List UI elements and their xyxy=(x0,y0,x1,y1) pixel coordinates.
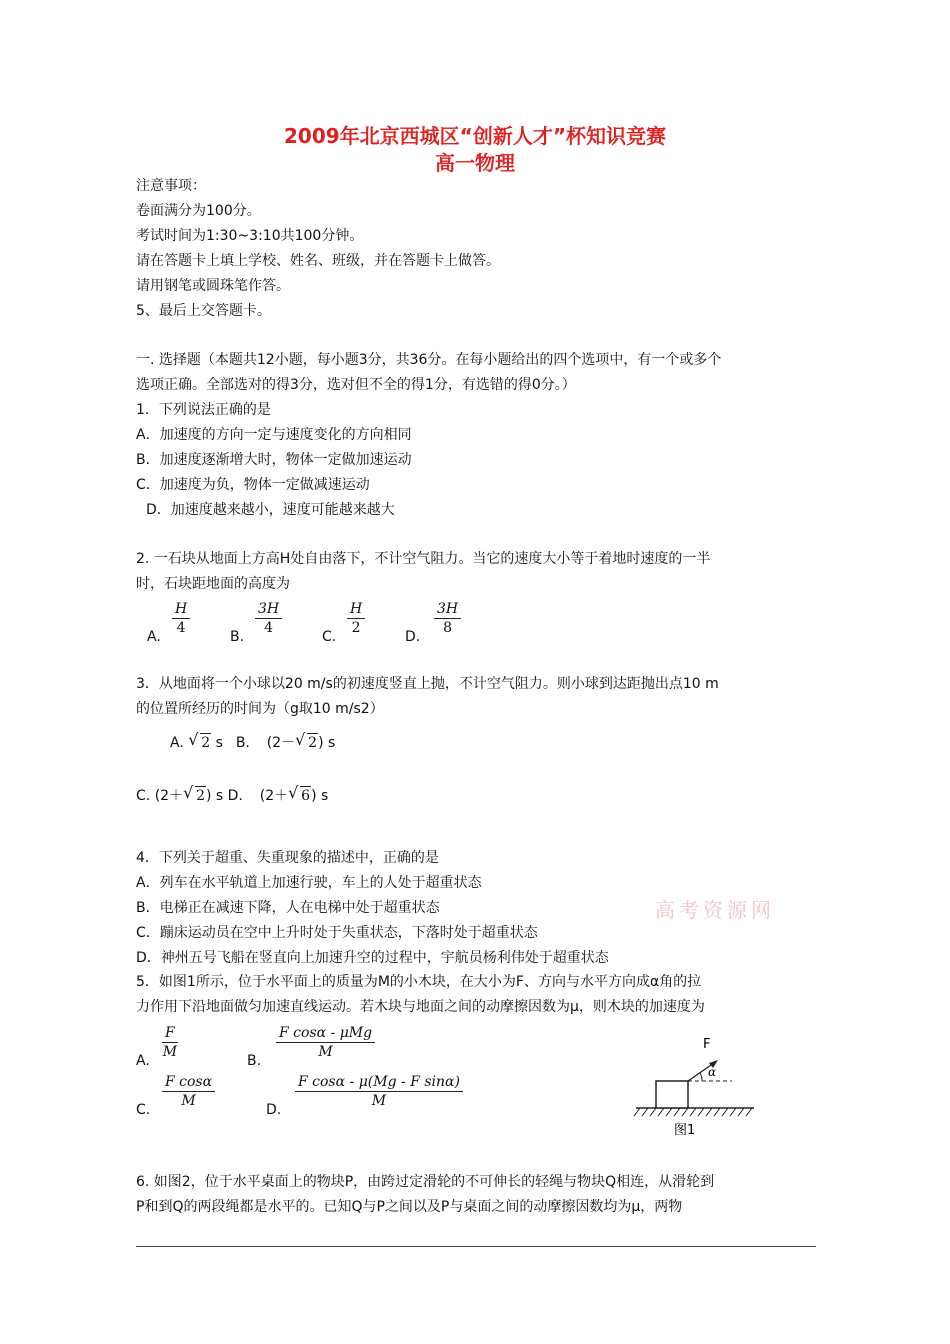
sqrt-radical: √ 2 xyxy=(188,730,211,751)
notice-item: 请在答题卡上填上学校、姓名、班级，并在答题卡上做答。 xyxy=(136,253,500,269)
q2-option-a-fraction xyxy=(172,600,190,637)
fraction-denominator: M xyxy=(181,1093,196,1109)
q3-option-d-label: D. xyxy=(227,788,243,804)
q3-stem: 的位置所经历的时间为（g取10 m/s2） xyxy=(136,701,384,717)
q5-stem: 力作用下沿地面做匀加速直线运动。若木块与地面之间的动摩擦因数为μ，则木块的加速度为 xyxy=(136,999,705,1015)
q3-options-ab xyxy=(170,730,336,752)
q2-option-d-fraction xyxy=(434,600,461,637)
exam-title-line2: 高一物理 xyxy=(435,151,515,175)
q3-option-a-label: A. xyxy=(170,735,184,751)
q3-option-c-post: ) s xyxy=(205,788,224,804)
q5-stem: 5．如图1所示，位于水平面上的质量为M的小木块，在大小为F、方向与水平方向成α角的拉 xyxy=(136,974,702,990)
q3-options-cd xyxy=(136,783,329,805)
fraction-numerator: H xyxy=(172,600,190,619)
fraction-numerator: 3H xyxy=(434,600,461,619)
section-intro: 选项正确。全部选对的得3分，选对但不全的得1分，有选错的得0分。） xyxy=(136,377,576,393)
wooden-block xyxy=(656,1081,688,1108)
q5-option-b-fraction xyxy=(276,1024,375,1061)
q3-option-b-post: ) s xyxy=(318,735,336,751)
q5-option-a-fraction xyxy=(162,1024,178,1061)
q2-option-d-label: D. xyxy=(405,629,421,645)
q5-option-c-label: C. xyxy=(136,1102,151,1118)
q2-option-c-label: C. xyxy=(322,629,337,645)
fraction-numerator: F xyxy=(162,1024,178,1043)
q2-stem: 时，石块距地面的高度为 xyxy=(136,576,290,592)
fraction-numerator: F cosα - μMg xyxy=(276,1024,375,1043)
page-divider xyxy=(136,1246,816,1247)
q3-option-b-pre: (2－ xyxy=(266,735,296,751)
notice-item: 请用钢笔或圆珠笔作答。 xyxy=(136,278,290,294)
fraction-numerator: H xyxy=(347,600,365,619)
q6-stem: P和到Q的两段绳都是水平的。已知Q与P之间以及P与桌面之间的动摩擦因数均为μ，两物 xyxy=(136,1199,683,1215)
fraction-denominator: 4 xyxy=(264,620,274,636)
fraction-denominator: 4 xyxy=(176,620,186,636)
q3-option-c-pre: (2＋ xyxy=(154,788,184,804)
fraction-numerator: F cosα - μ(Mg - F sinα) xyxy=(295,1073,463,1092)
angle-label: α xyxy=(708,1065,717,1079)
fraction-denominator: 2 xyxy=(351,620,361,636)
notice-item: 卷面满分为100分。 xyxy=(136,203,261,219)
notice-item: 5、最后上交答题卡。 xyxy=(136,303,271,319)
q3-option-d-post: ) s xyxy=(311,788,329,804)
q1-option-a: A．加速度的方向一定与速度变化的方向相同 xyxy=(136,427,412,443)
q3-option-c-label: C. xyxy=(136,788,151,804)
q4-option-d: D．神州五号飞船在竖直向上加速升空的过程中，宇航员杨利伟处于超重状态 xyxy=(136,950,609,966)
notice-item: 考试时间为1:30~3:10共100分钟。 xyxy=(136,228,364,244)
figure-1-diagram xyxy=(630,1030,760,1140)
ground-hatching xyxy=(634,1108,752,1116)
q4-option-c: C．蹦床运动员在空中上升时处于失重状态，下落时处于超重状态 xyxy=(136,925,538,941)
q4-option-b: B．电梯正在减速下降，人在电梯中处于超重状态 xyxy=(136,900,440,916)
q1-option-b: B．加速度逐渐增大时，物体一定做加速运动 xyxy=(136,452,412,468)
q5-option-a-label: A. xyxy=(136,1053,150,1069)
force-label: F xyxy=(703,1037,711,1052)
q2-option-a-label: A. xyxy=(147,629,161,645)
q3-option-a-unit: s xyxy=(215,735,223,751)
fraction-denominator: M xyxy=(371,1093,387,1109)
q2-option-b-label: B. xyxy=(230,629,245,645)
watermark: 高考资源网 xyxy=(655,898,775,922)
q3-option-b-label: B. xyxy=(235,735,250,751)
fraction-denominator: M xyxy=(318,1044,333,1060)
q1-option-c: C．加速度为负，物体一定做减速运动 xyxy=(136,477,370,493)
q6-stem: 6. 如图2，位于水平桌面上的物块P，由跨过定滑轮的不可伸长的轻绳与物块Q相连，从滑轮到 xyxy=(136,1174,715,1190)
q5-option-d-fraction xyxy=(295,1073,463,1110)
q3-stem: 3．从地面将一个小球以20 m/s的初速度竖直上抛，不计空气阻力。则小球到达距抛出点10 m xyxy=(136,676,719,692)
sqrt-radical: √ 2 xyxy=(295,730,318,751)
q3-option-d-pre: (2＋ xyxy=(259,788,289,804)
fraction-denominator: 8 xyxy=(443,620,453,636)
q1-stem: 1．下列说法正确的是 xyxy=(136,402,271,418)
q5-option-b-label: B. xyxy=(247,1053,262,1069)
sqrt-radical: √ 2 xyxy=(183,783,205,804)
fraction-numerator: 3H xyxy=(255,600,282,619)
q5-option-d-label: D. xyxy=(266,1102,282,1118)
fraction-numerator: F cosα xyxy=(162,1073,215,1092)
angle-arc xyxy=(700,1073,702,1081)
fraction-denominator: M xyxy=(162,1044,178,1060)
figure-caption: 图1 xyxy=(674,1123,696,1138)
q4-option-a: A．列车在水平轨道上加速行驶，车上的人处于超重状态 xyxy=(136,875,482,891)
q1-option-d: D．加速度越来越小，速度可能越来越大 xyxy=(146,502,395,518)
exam-title-line1: 2009年北京西城区“创新人才”杯知识竞赛 xyxy=(284,124,666,148)
q4-stem: 4．下列关于超重、失重现象的描述中，正确的是 xyxy=(136,850,439,866)
q5-option-c-fraction xyxy=(162,1073,215,1110)
sqrt-radical: √ 6 xyxy=(288,783,311,804)
notice-heading: 注意事项： xyxy=(136,178,206,194)
q2-option-b-fraction xyxy=(255,600,282,637)
q2-stem: 2. 一石块从地面上方高H处自由落下，不计空气阻力。当它的速度大小等于着地时速度的一半 xyxy=(136,551,711,567)
q2-option-c-fraction xyxy=(347,600,365,637)
section-intro: 一. 选择题（本题共12小题，每小题3分，共36分。在每小题给出的四个选项中，有一个或多个 xyxy=(136,352,722,368)
